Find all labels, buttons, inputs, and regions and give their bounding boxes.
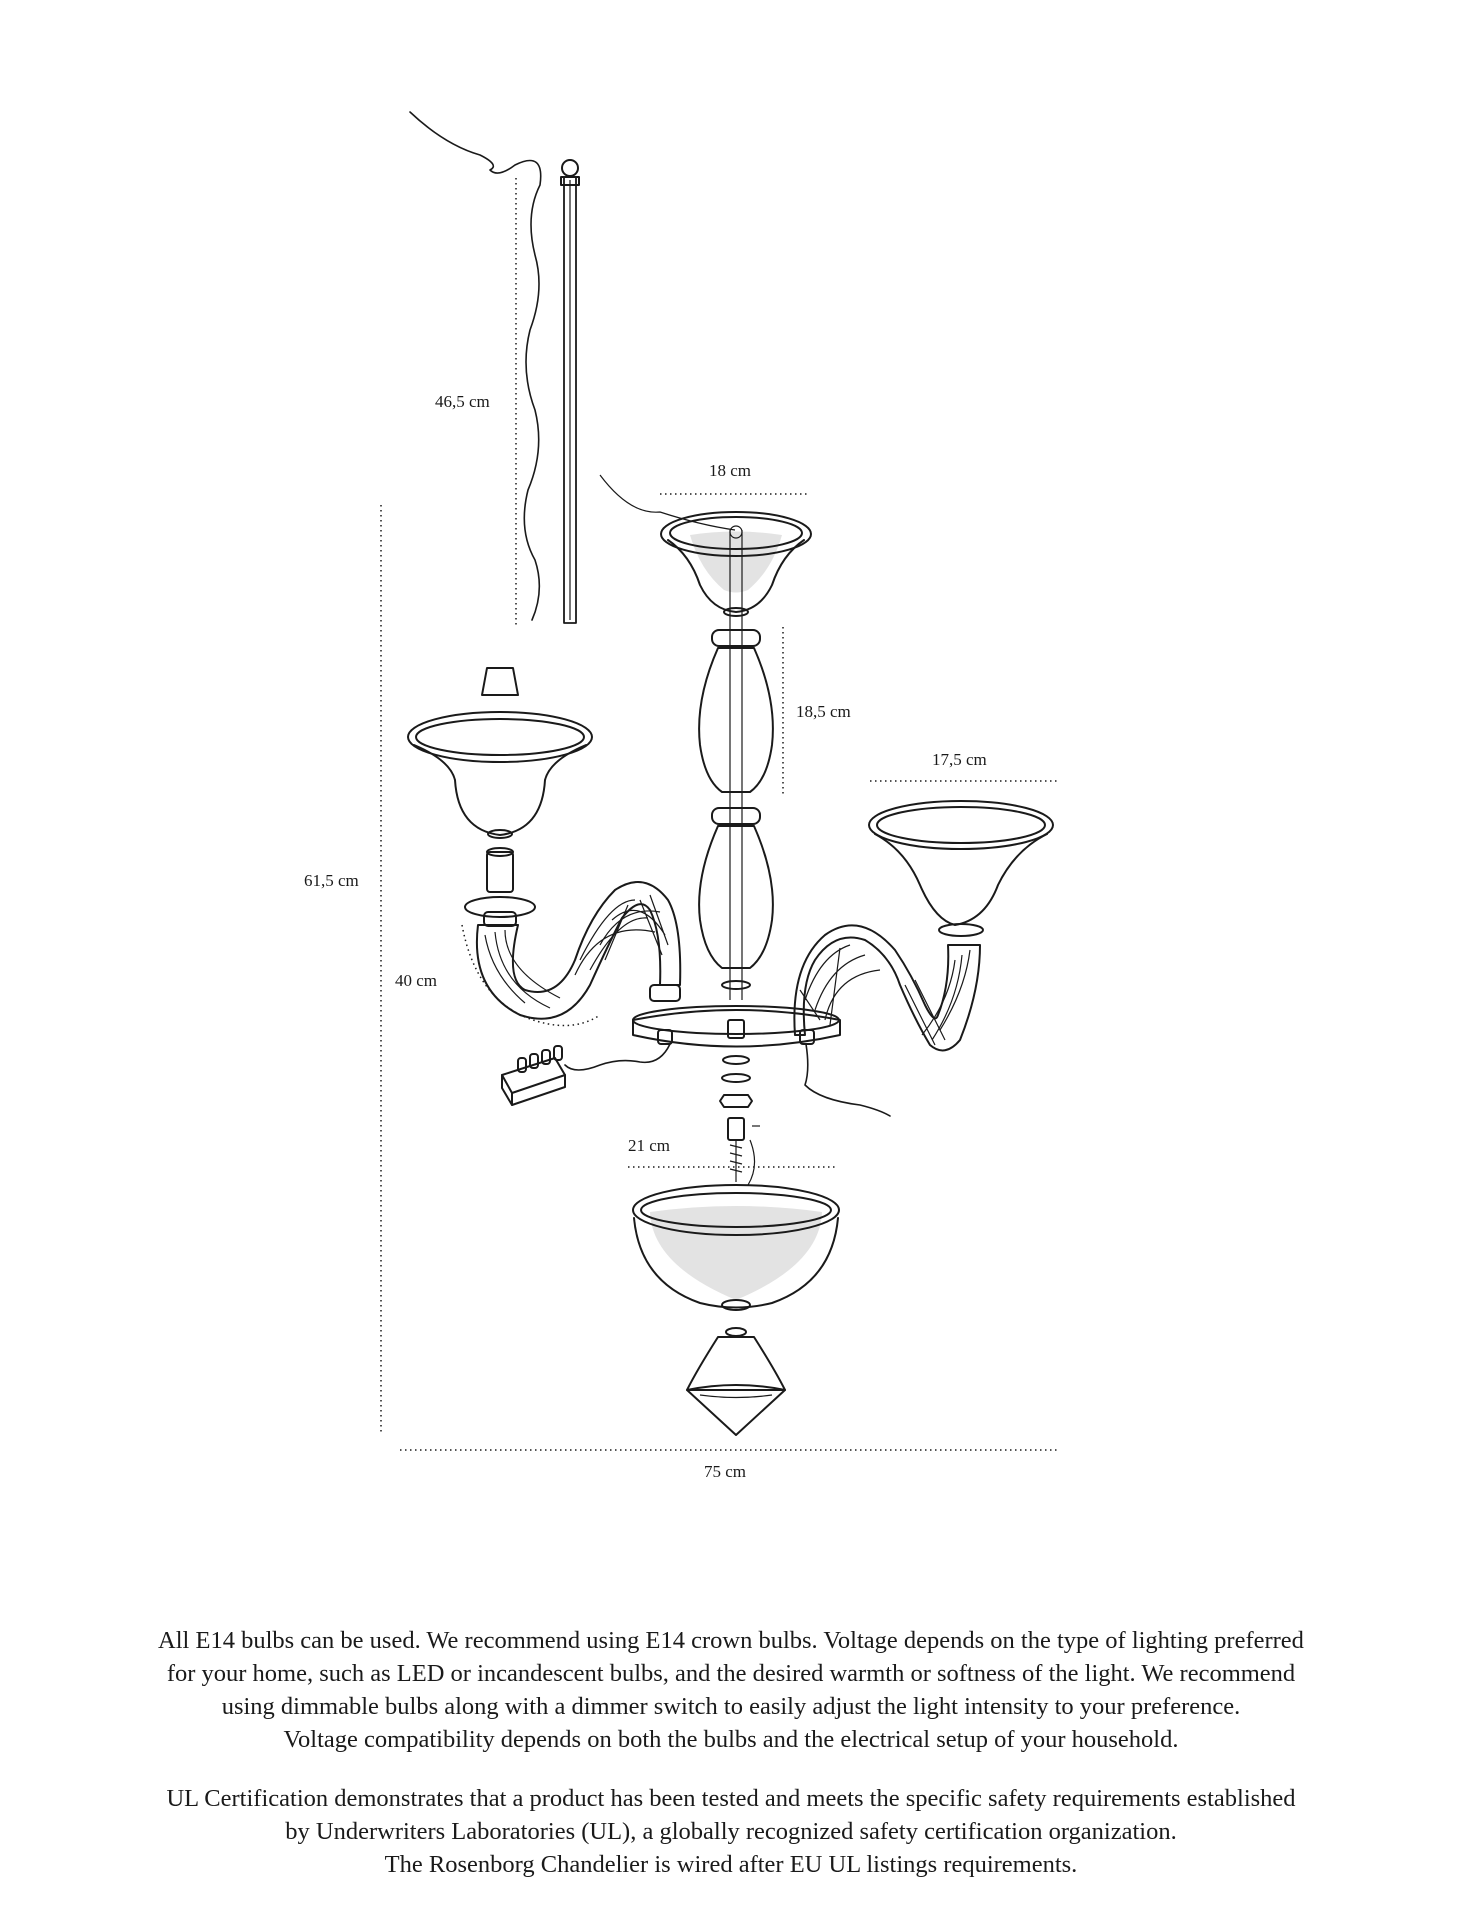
note-line: for your home, such as LED or incandescent bulbs, and the desired warmth or softness of the light. We recommend xyxy=(166,1660,1296,1687)
dim-label-total-width: 75 cm xyxy=(704,1462,747,1481)
dim-label-rod: 46,5 cm xyxy=(435,392,490,411)
stem-collar-top xyxy=(712,630,760,646)
finial-drop xyxy=(687,1337,785,1390)
threaded-coupling xyxy=(728,1118,744,1140)
certification-notes xyxy=(60,1782,1402,1881)
stem-vase-upper xyxy=(699,648,773,792)
stem-collar-middle xyxy=(712,808,760,824)
finial-top xyxy=(726,1328,746,1336)
left-socket-cap xyxy=(482,668,518,695)
note-line: UL Certification demonstrates that a product has been tested and meets the specific safety requirements established xyxy=(166,1785,1296,1812)
left-arm-cable xyxy=(565,1044,670,1070)
center-plate xyxy=(633,1010,840,1047)
dim-label-bowl: 21 cm xyxy=(628,1136,671,1155)
note-line: Voltage compatibility depends on both the bulbs and the electrical setup of your household. xyxy=(283,1726,1179,1753)
note-line: by Underwriters Laboratories (UL), a globally recognized safety certification organization. xyxy=(285,1818,1177,1845)
terminal-block xyxy=(502,1046,565,1105)
bulb-notes xyxy=(60,1624,1402,1756)
right-arm-cable xyxy=(805,1044,890,1116)
dim-label-arm-cup: 17,5 cm xyxy=(932,750,987,769)
note-line: using dimmable bulbs along with a dimmer switch to easily adjust the light intensity to your preference. xyxy=(221,1693,1241,1720)
note-line: All E14 bulbs can be used. We recommend using E14 crown bulbs. Voltage depends on the type of lighting preferred xyxy=(158,1627,1304,1654)
dim-label-arm: 40 cm xyxy=(395,971,438,990)
canopy-cable xyxy=(600,475,735,530)
rod-finial-ball xyxy=(562,160,578,176)
left-bulb-socket xyxy=(487,852,513,892)
hex-nut xyxy=(720,1095,752,1107)
stem-vase-lower xyxy=(699,826,773,968)
note-line: The Rosenborg Chandelier is wired after EU UL listings requirements. xyxy=(384,1851,1078,1878)
power-cable xyxy=(410,112,541,620)
left-arm-ring xyxy=(650,985,680,1001)
dim-label-canopy: 18 cm xyxy=(709,461,752,480)
dim-label-stem: 18,5 cm xyxy=(796,702,851,721)
left-arm-drip-pan xyxy=(465,897,535,917)
right-arm xyxy=(794,925,980,1050)
dim-label-total-height: 61,5 cm xyxy=(304,871,359,890)
